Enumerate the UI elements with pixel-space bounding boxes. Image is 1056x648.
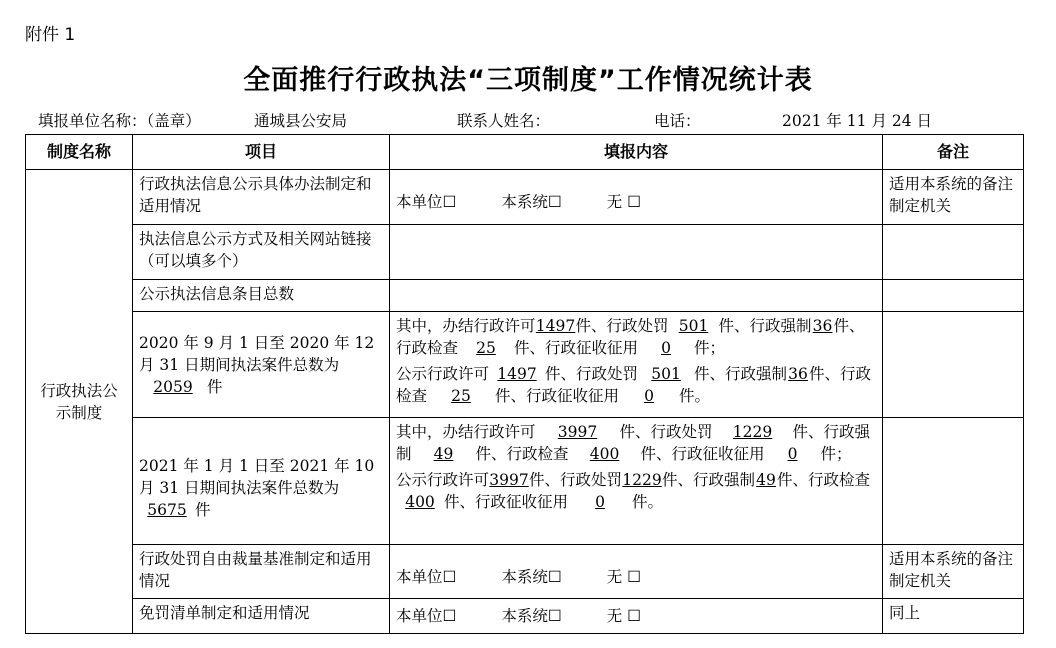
item-text: 2021 年 1 月 1 日至 2021 年 10 月 31 日期间执法案件总数为5675 件 [139,457,375,519]
remark-cell [883,170,1024,225]
handled-cases-text: 其中，办结行政许可1497件、行政处罚 501 件、行政强制36件、行政检查 25 件、行政征收征用 0 件； [396,317,865,357]
remark-cell [883,599,1024,634]
item-text: 行政执法信息公示具体办法制定和适用情况 [139,175,372,215]
inspect-count: 400 [405,493,435,511]
inspect-count: 25 [476,339,496,357]
statistics-table [25,134,1024,634]
permit-count: 3997 [489,471,529,489]
system-name-cell [26,170,133,634]
item-cell [133,280,390,312]
content-cell[interactable] [390,225,883,280]
permit-count: 3997 [557,423,598,441]
content-cell [390,545,883,599]
remark-cell [883,280,1024,312]
published-cases-text: 公示行政许可3997件、行政处罚1229件、行政强制49件、行政检查400 件、行政征收征用 0 件。 [396,471,871,511]
penalty-count: 1229 [732,423,773,441]
option-own-unit[interactable]: 本单位☐ [396,607,457,625]
levy-count: 0 [644,387,654,405]
unit-label: 填报单位名称：（盖章） [38,112,201,130]
force-count: 49 [756,471,776,489]
option-own-unit[interactable]: 本单位☐ [396,567,457,586]
attachment-label: 附件 1 [25,25,76,45]
table-row [26,545,1024,599]
remark-cell [883,312,1024,418]
published-cases-text: 公示行政许可 1497 件、行政处罚 501 件、行政强制36件、行政检查 25 件、行政征收征用 0 件。 [396,365,872,405]
item-cell [133,312,390,418]
item-cell [133,545,390,599]
levy-count: 0 [595,493,605,511]
report-date: 2021 年 11 月 24 日 [782,112,933,130]
item-text: 执法信息公示方式及相关网站链接（可以填多个） [139,230,372,270]
table-row [26,280,1024,312]
option-own-system[interactable]: 本系统☐ [501,193,562,211]
penalty-count: 501 [651,365,681,383]
item-cell [133,170,390,225]
contact-label: 联系人姓名： [457,112,551,130]
option-own-unit[interactable]: 本单位☐ [396,193,457,211]
option-own-system[interactable]: 本系统☐ [501,567,562,586]
remark-cell [883,418,1024,545]
option-own-system[interactable]: 本系统☐ [501,607,562,625]
header-remark: 备注 [883,135,1024,170]
content-cell [390,418,883,545]
table-row [26,312,1024,418]
item-cell [133,225,390,280]
force-count: 36 [812,317,833,335]
item-text: 行政处罚自由裁量基准制定和适用情况 [139,550,372,590]
system-name-text: 行政执法公示制度 [40,381,118,422]
content-cell[interactable] [390,280,883,312]
item-text: 公示执法信息条目总数 [139,285,295,303]
inspect-count: 25 [451,387,471,405]
header-row [26,135,1024,170]
page-title: 全面推行行政执法“三项制度”工作情况统计表 [243,65,813,96]
item-text: 免罚清单制定和适用情况 [139,604,310,622]
handled-cases-text: 其中，办结行政许可 3997 件、行政处罚 1229 件、行政强制 49 件、行政检查 400 件、行政征收征用 0 件； [396,423,871,463]
content-cell [390,599,883,634]
option-none[interactable]: 无 ☐ [606,607,642,625]
phone-label: 电话： [654,112,701,130]
penalty-count: 1229 [622,471,662,489]
inspect-count: 400 [589,445,620,463]
item-text: 2020 年 9 月 1 日至 2020 年 12 月 31 日期间执法案件总数为2059 件 [139,333,375,396]
force-count: 36 [788,365,808,383]
case-total-value: 5675 [147,501,187,519]
force-count: 49 [433,445,454,463]
item-cell [133,599,390,634]
remark-cell [883,545,1024,599]
remark-text: 适用本系统的备注制定机关 [889,175,1014,215]
table-row [26,418,1024,545]
levy-count: 0 [787,445,798,463]
header-system-name: 制度名称 [26,135,133,170]
remark-text: 同上 [889,604,921,622]
unit-value: 通城县公安局 [254,112,348,130]
option-none[interactable]: 无 ☐ [606,567,642,586]
table-row [26,225,1024,280]
header-content: 填报内容 [390,135,883,170]
item-cell [133,418,390,545]
permit-count: 1497 [535,317,576,335]
case-total-value: 2059 [153,377,193,396]
table-row [26,599,1024,634]
remark-text: 适用本系统的备注制定机关 [889,550,1014,590]
permit-count: 1497 [497,365,537,383]
option-none[interactable]: 无 ☐ [606,193,642,211]
table-row [26,170,1024,225]
content-cell [390,170,883,225]
content-cell [390,312,883,418]
header-item: 项目 [133,135,390,170]
penalty-count: 501 [678,317,709,335]
levy-count: 0 [661,339,671,357]
remark-cell [883,225,1024,280]
